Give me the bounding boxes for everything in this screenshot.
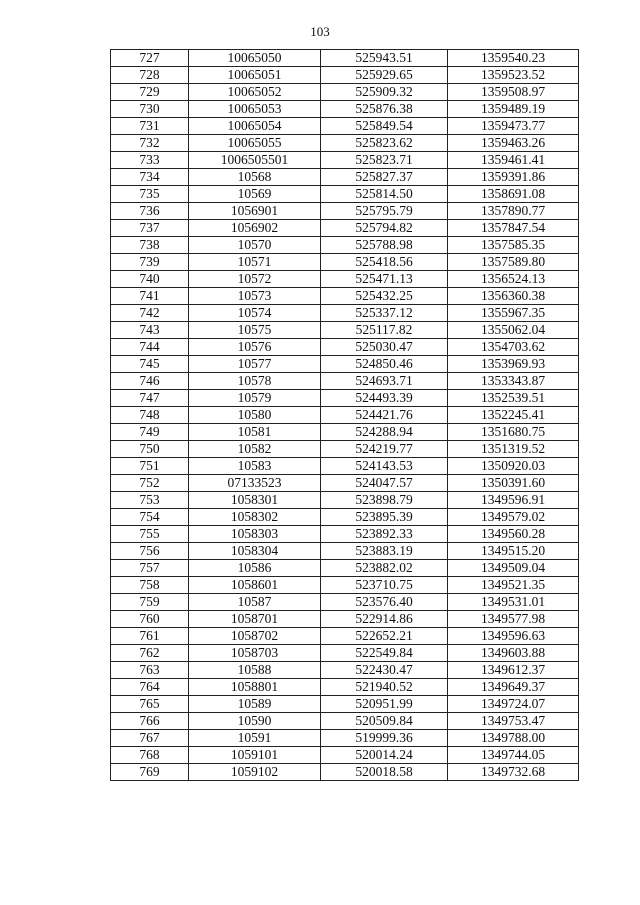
point-index-cell: 767: [111, 730, 189, 747]
point-id-cell: 10065052: [189, 84, 321, 101]
y-coordinate-cell: 1349521.35: [448, 577, 579, 594]
table-row: [111, 373, 579, 390]
y-coordinate-cell: 1349515.20: [448, 543, 579, 560]
x-coordinate-cell: 524047.57: [321, 475, 448, 492]
point-id-cell: 10572: [189, 271, 321, 288]
point-id-cell: 10581: [189, 424, 321, 441]
x-coordinate-cell: 524850.46: [321, 356, 448, 373]
point-index-cell: 744: [111, 339, 189, 356]
point-id-cell: 10590: [189, 713, 321, 730]
point-id-cell: 10065050: [189, 50, 321, 67]
point-id-cell: 1058801: [189, 679, 321, 696]
table-row: [111, 764, 579, 781]
point-id-cell: 10577: [189, 356, 321, 373]
y-coordinate-cell: 1357847.54: [448, 220, 579, 237]
y-coordinate-cell: 1349577.98: [448, 611, 579, 628]
x-coordinate-cell: 522549.84: [321, 645, 448, 662]
table-row: [111, 322, 579, 339]
point-id-cell: 1058703: [189, 645, 321, 662]
table-row: [111, 713, 579, 730]
point-index-cell: 736: [111, 203, 189, 220]
point-id-cell: 10571: [189, 254, 321, 271]
y-coordinate-cell: 1351680.75: [448, 424, 579, 441]
x-coordinate-cell: 525337.12: [321, 305, 448, 322]
point-index-cell: 743: [111, 322, 189, 339]
table-row: [111, 84, 579, 101]
y-coordinate-cell: 1356524.13: [448, 271, 579, 288]
point-index-cell: 728: [111, 67, 189, 84]
x-coordinate-cell: 525823.62: [321, 135, 448, 152]
x-coordinate-cell: 525827.37: [321, 169, 448, 186]
point-index-cell: 750: [111, 441, 189, 458]
y-coordinate-cell: 1358691.08: [448, 186, 579, 203]
point-index-cell: 757: [111, 560, 189, 577]
x-coordinate-cell: 525943.51: [321, 50, 448, 67]
coordinates-table: [110, 49, 579, 781]
point-index-cell: 732: [111, 135, 189, 152]
x-coordinate-cell: 525117.82: [321, 322, 448, 339]
y-coordinate-cell: 1354703.62: [448, 339, 579, 356]
y-coordinate-cell: 1359508.97: [448, 84, 579, 101]
point-index-cell: 748: [111, 407, 189, 424]
x-coordinate-cell: 525876.38: [321, 101, 448, 118]
point-index-cell: 765: [111, 696, 189, 713]
table-row: [111, 169, 579, 186]
point-id-cell: 10588: [189, 662, 321, 679]
point-index-cell: 766: [111, 713, 189, 730]
table-row: [111, 679, 579, 696]
point-index-cell: 769: [111, 764, 189, 781]
table-row: [111, 152, 579, 169]
x-coordinate-cell: 519999.36: [321, 730, 448, 747]
point-index-cell: 729: [111, 84, 189, 101]
point-id-cell: 10575: [189, 322, 321, 339]
point-index-cell: 753: [111, 492, 189, 509]
point-index-cell: 754: [111, 509, 189, 526]
y-coordinate-cell: 1359540.23: [448, 50, 579, 67]
x-coordinate-cell: 523892.33: [321, 526, 448, 543]
x-coordinate-cell: 524421.76: [321, 407, 448, 424]
y-coordinate-cell: 1349753.47: [448, 713, 579, 730]
point-index-cell: 734: [111, 169, 189, 186]
y-coordinate-cell: 1349603.88: [448, 645, 579, 662]
point-index-cell: 741: [111, 288, 189, 305]
table-row: [111, 118, 579, 135]
y-coordinate-cell: 1349788.00: [448, 730, 579, 747]
x-coordinate-cell: 525909.32: [321, 84, 448, 101]
point-index-cell: 735: [111, 186, 189, 203]
x-coordinate-cell: 525849.54: [321, 118, 448, 135]
y-coordinate-cell: 1355967.35: [448, 305, 579, 322]
table-row: [111, 237, 579, 254]
x-coordinate-cell: 523883.19: [321, 543, 448, 560]
table-row: [111, 203, 579, 220]
x-coordinate-cell: 522430.47: [321, 662, 448, 679]
y-coordinate-cell: 1359391.86: [448, 169, 579, 186]
point-id-cell: 10568: [189, 169, 321, 186]
y-coordinate-cell: 1350391.60: [448, 475, 579, 492]
point-index-cell: 733: [111, 152, 189, 169]
point-index-cell: 747: [111, 390, 189, 407]
table-row: [111, 271, 579, 288]
y-coordinate-cell: 1359523.52: [448, 67, 579, 84]
x-coordinate-cell: 525788.98: [321, 237, 448, 254]
y-coordinate-cell: 1349579.02: [448, 509, 579, 526]
table-row: [111, 339, 579, 356]
y-coordinate-cell: 1351319.52: [448, 441, 579, 458]
point-id-cell: 1058601: [189, 577, 321, 594]
table-row: [111, 492, 579, 509]
point-index-cell: 758: [111, 577, 189, 594]
point-id-cell: 07133523: [189, 475, 321, 492]
y-coordinate-cell: 1352539.51: [448, 390, 579, 407]
y-coordinate-cell: 1359489.19: [448, 101, 579, 118]
point-index-cell: 745: [111, 356, 189, 373]
table-row: [111, 407, 579, 424]
table-row: [111, 135, 579, 152]
point-id-cell: 10574: [189, 305, 321, 322]
table-row: [111, 220, 579, 237]
point-id-cell: 10570: [189, 237, 321, 254]
y-coordinate-cell: 1349612.37: [448, 662, 579, 679]
point-index-cell: 738: [111, 237, 189, 254]
point-id-cell: 10065051: [189, 67, 321, 84]
point-index-cell: 752: [111, 475, 189, 492]
point-index-cell: 768: [111, 747, 189, 764]
point-index-cell: 760: [111, 611, 189, 628]
page-number: 103: [310, 24, 330, 39]
x-coordinate-cell: 520509.84: [321, 713, 448, 730]
x-coordinate-cell: 524693.71: [321, 373, 448, 390]
table-row: [111, 356, 579, 373]
x-coordinate-cell: 520014.24: [321, 747, 448, 764]
table-row: [111, 390, 579, 407]
y-coordinate-cell: 1349596.63: [448, 628, 579, 645]
point-index-cell: 742: [111, 305, 189, 322]
table-row: [111, 628, 579, 645]
table-row: [111, 747, 579, 764]
point-index-cell: 755: [111, 526, 189, 543]
y-coordinate-cell: 1357890.77: [448, 203, 579, 220]
table-row: [111, 67, 579, 84]
point-index-cell: 751: [111, 458, 189, 475]
y-coordinate-cell: 1349531.01: [448, 594, 579, 611]
y-coordinate-cell: 1353343.87: [448, 373, 579, 390]
x-coordinate-cell: 525929.65: [321, 67, 448, 84]
point-id-cell: 10578: [189, 373, 321, 390]
x-coordinate-cell: 524493.39: [321, 390, 448, 407]
table-row: [111, 526, 579, 543]
point-index-cell: 756: [111, 543, 189, 560]
y-coordinate-cell: 1350920.03: [448, 458, 579, 475]
point-id-cell: 10065055: [189, 135, 321, 152]
y-coordinate-cell: 1352245.41: [448, 407, 579, 424]
point-id-cell: 10582: [189, 441, 321, 458]
point-id-cell: 1059101: [189, 747, 321, 764]
y-coordinate-cell: 1353969.93: [448, 356, 579, 373]
point-id-cell: 1056902: [189, 220, 321, 237]
point-id-cell: 10573: [189, 288, 321, 305]
table-row: [111, 560, 579, 577]
point-index-cell: 740: [111, 271, 189, 288]
point-index-cell: 762: [111, 645, 189, 662]
x-coordinate-cell: 525794.82: [321, 220, 448, 237]
x-coordinate-cell: 523576.40: [321, 594, 448, 611]
table-row: [111, 509, 579, 526]
point-id-cell: 10586: [189, 560, 321, 577]
x-coordinate-cell: 525030.47: [321, 339, 448, 356]
y-coordinate-cell: 1357589.80: [448, 254, 579, 271]
table-row: [111, 424, 579, 441]
table-row: [111, 50, 579, 67]
point-id-cell: 1058702: [189, 628, 321, 645]
point-id-cell: 1058301: [189, 492, 321, 509]
x-coordinate-cell: 523898.79: [321, 492, 448, 509]
table-row: [111, 543, 579, 560]
point-index-cell: 737: [111, 220, 189, 237]
point-index-cell: 746: [111, 373, 189, 390]
point-id-cell: 10065054: [189, 118, 321, 135]
table-row: [111, 577, 579, 594]
table-row: [111, 254, 579, 271]
point-id-cell: 1058302: [189, 509, 321, 526]
point-id-cell: 1058304: [189, 543, 321, 560]
x-coordinate-cell: 522914.86: [321, 611, 448, 628]
point-id-cell: 10587: [189, 594, 321, 611]
point-id-cell: 1059102: [189, 764, 321, 781]
table-row: [111, 645, 579, 662]
y-coordinate-cell: 1356360.38: [448, 288, 579, 305]
x-coordinate-cell: 520951.99: [321, 696, 448, 713]
point-id-cell: 10065053: [189, 101, 321, 118]
table-row: [111, 696, 579, 713]
x-coordinate-cell: 525432.25: [321, 288, 448, 305]
point-index-cell: 730: [111, 101, 189, 118]
table-row: [111, 730, 579, 747]
x-coordinate-cell: 524219.77: [321, 441, 448, 458]
point-id-cell: 10576: [189, 339, 321, 356]
table-row: [111, 475, 579, 492]
point-index-cell: 759: [111, 594, 189, 611]
y-coordinate-cell: 1349560.28: [448, 526, 579, 543]
x-coordinate-cell: 525795.79: [321, 203, 448, 220]
y-coordinate-cell: 1349649.37: [448, 679, 579, 696]
point-id-cell: 1056901: [189, 203, 321, 220]
y-coordinate-cell: 1355062.04: [448, 322, 579, 339]
x-coordinate-cell: 523710.75: [321, 577, 448, 594]
table-row: [111, 441, 579, 458]
x-coordinate-cell: 525418.56: [321, 254, 448, 271]
point-id-cell: 10591: [189, 730, 321, 747]
point-id-cell: 10589: [189, 696, 321, 713]
point-id-cell: 10583: [189, 458, 321, 475]
table-row: [111, 101, 579, 118]
point-id-cell: 10579: [189, 390, 321, 407]
y-coordinate-cell: 1349724.07: [448, 696, 579, 713]
x-coordinate-cell: 525814.50: [321, 186, 448, 203]
table-row: [111, 288, 579, 305]
x-coordinate-cell: 521940.52: [321, 679, 448, 696]
x-coordinate-cell: 523895.39: [321, 509, 448, 526]
table-row: [111, 458, 579, 475]
point-index-cell: 749: [111, 424, 189, 441]
table-row: [111, 594, 579, 611]
y-coordinate-cell: 1359473.77: [448, 118, 579, 135]
point-index-cell: 763: [111, 662, 189, 679]
y-coordinate-cell: 1349509.04: [448, 560, 579, 577]
y-coordinate-cell: 1349732.68: [448, 764, 579, 781]
point-id-cell: 1058701: [189, 611, 321, 628]
y-coordinate-cell: 1357585.35: [448, 237, 579, 254]
x-coordinate-cell: 520018.58: [321, 764, 448, 781]
point-id-cell: 1058303: [189, 526, 321, 543]
point-id-cell: 1006505501: [189, 152, 321, 169]
table-row: [111, 611, 579, 628]
x-coordinate-cell: 522652.21: [321, 628, 448, 645]
x-coordinate-cell: 525823.71: [321, 152, 448, 169]
y-coordinate-cell: 1349596.91: [448, 492, 579, 509]
y-coordinate-cell: 1349744.05: [448, 747, 579, 764]
table-row: [111, 662, 579, 679]
x-coordinate-cell: 524288.94: [321, 424, 448, 441]
point-id-cell: 10580: [189, 407, 321, 424]
point-index-cell: 764: [111, 679, 189, 696]
table-row: [111, 186, 579, 203]
x-coordinate-cell: 524143.53: [321, 458, 448, 475]
point-index-cell: 727: [111, 50, 189, 67]
x-coordinate-cell: 523882.02: [321, 560, 448, 577]
point-index-cell: 739: [111, 254, 189, 271]
point-index-cell: 761: [111, 628, 189, 645]
x-coordinate-cell: 525471.13: [321, 271, 448, 288]
table-row: [111, 305, 579, 322]
y-coordinate-cell: 1359463.26: [448, 135, 579, 152]
point-index-cell: 731: [111, 118, 189, 135]
point-id-cell: 10569: [189, 186, 321, 203]
coordinates-table-body: [111, 50, 579, 781]
y-coordinate-cell: 1359461.41: [448, 152, 579, 169]
